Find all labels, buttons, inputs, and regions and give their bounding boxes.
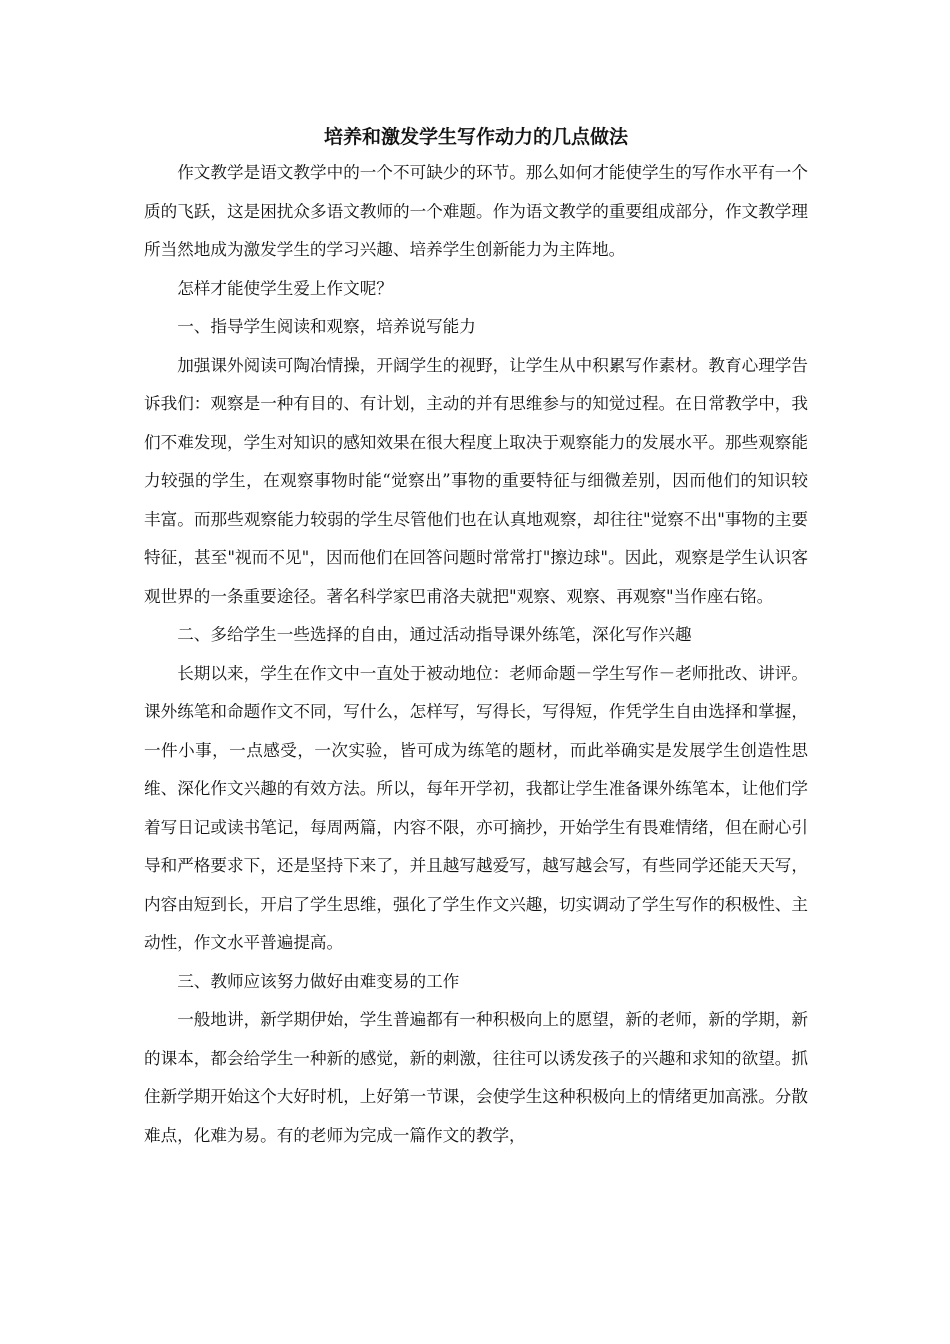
section-heading-3: 三、教师应该努力做好由难变易的工作 <box>177 971 460 991</box>
paragraph-section-3: 一般地讲，新学期伊始，学生普遍都有一种积极向上的愿望，新的老师，新的学期，新的课本，都会给学生一种新的感觉，新的刺激，往往可以诱发孩子的兴趣和求知的欲望。抓住新学期开始这个大好时机，上好第一节课，会使学生这种积极向上的情绪更加高涨。分散难点，化难为易。有的老师为完成一篇作文的教学， <box>144 1010 808 1145</box>
document-body <box>144 120 808 1155</box>
section-heading-2: 二、多给学生一些选择的自由，通过活动指导课外练笔，深化写作兴趣 <box>177 625 692 644</box>
section-heading-1: 一、指导学生阅读和观察，培养说写能力 <box>177 317 476 336</box>
document-title: 培养和激发学生写作动力的几点做法 <box>323 126 628 148</box>
paragraph-section-1: 加强课外阅读可陶冶情操，开阔学生的视野，让学生从中积累写作素材。教育心理学告诉我们：观察是一种有目的、有计划，主动的并有思维参与的知觉过程。在日常教学中，我们不难发现，学生对知识的感知效果在很大程度上取决于观察能力的发展水平。那些观察能力较强的学生，在观察事物时能“觉察出”事物的重要特征与细微差别，因而他们的知识较丰富。而那些观察能力较弱的学生尽管他们也在认真地观察，却往往"觉察不出"事物的主要特征，甚至"视而不见"，因而他们在回答问题时常常打"擦边球"。因此，观察是学生认识客观世界的一条重要途径。著名科学家巴甫洛夫就把"观察、观察、再观察"当作座右铭。 <box>144 355 808 606</box>
paragraph-intro: 作文教学是语文教学中的一个不可缺少的环节。那么如何才能使学生的写作水平有一个质的飞跃，这是困扰众多语文教师的一个难题。作为语文教学的重要组成部分，作文教学理所当然地成为激发学生的学习兴趣、培养学生创新能力为主阵地。 <box>144 163 808 259</box>
paragraph-section-2: 长期以来，学生在作文中一直处于被动地位：老师命题－学生写作－老师批改、讲评。课外练笔和命题作文不同，写什么，怎样写，写得长，写得短，作凭学生自由选择和掌握，一件小事，一点感受，一次实验，皆可成为练笔的题材，而此举确实是发展学生创造性思维、深化作文兴趣的有效方法。所以，每年开学初，我都让学生准备课外练笔本，让他们学着写日记或读书笔记，每周两篇，内容不限，亦可摘抄，开始学生有畏难情绪，但在耐心引导和严格要求下，还是坚持下来了，并且越写越爱写，越写越会写，有些同学还能天天写，内容由短到长，开启了学生思维，强化了学生作文兴趣，切实调动了学生写作的积极性、主动性，作文水平普遍提高。 <box>144 663 808 952</box>
paragraph-question: 怎样才能使学生爱上作文呢？ <box>177 278 393 298</box>
